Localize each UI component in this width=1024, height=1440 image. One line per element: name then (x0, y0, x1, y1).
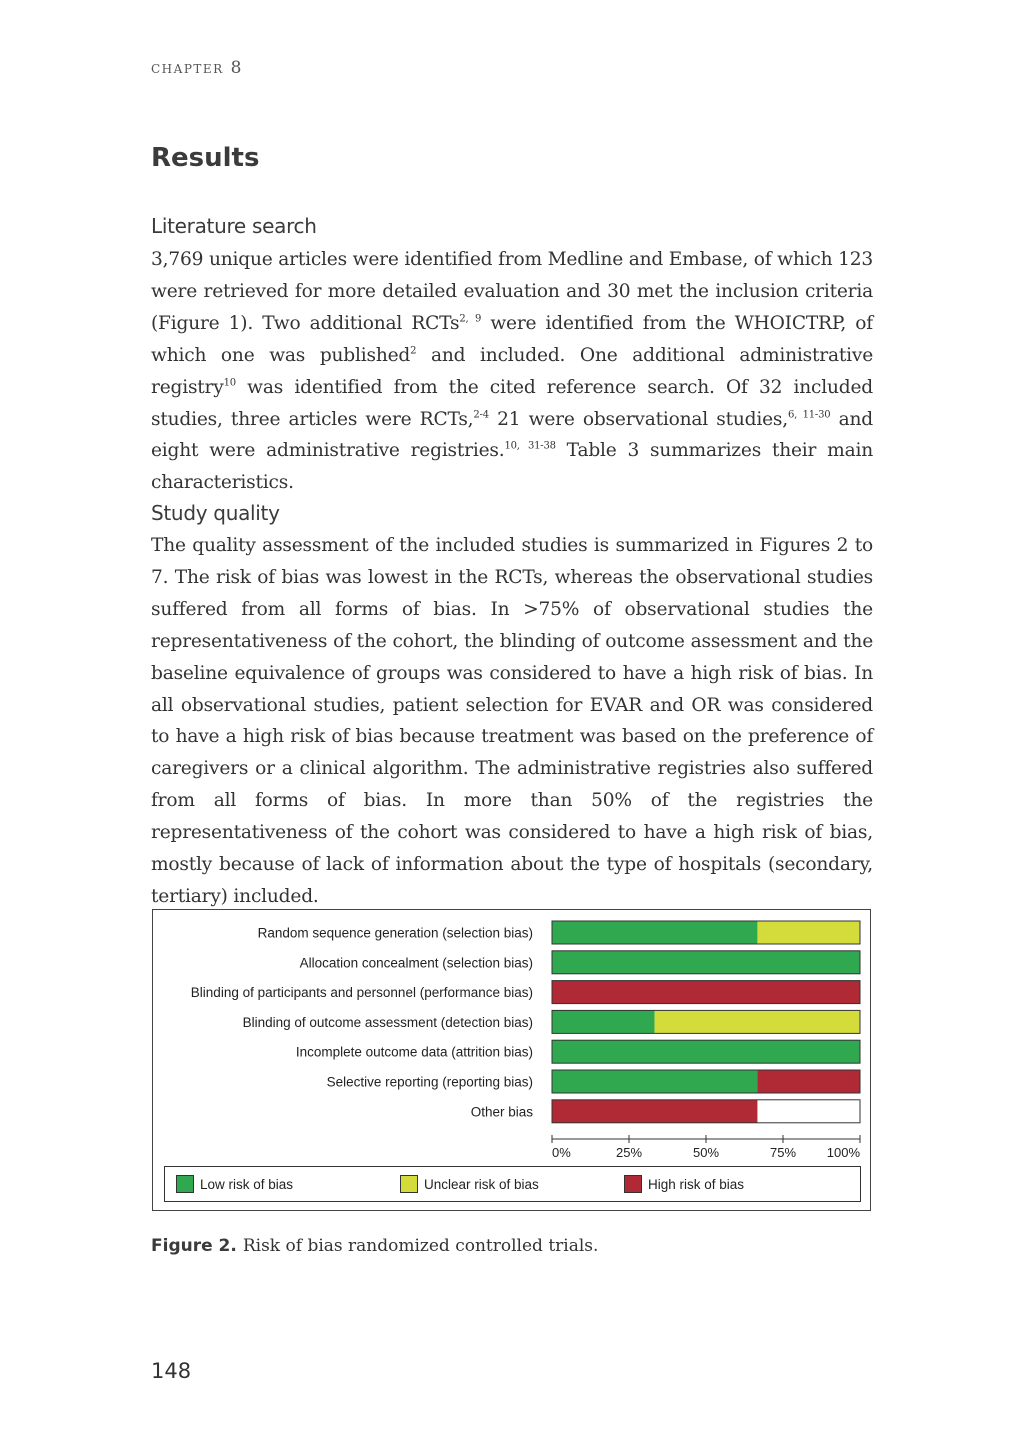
bar-segment-unclear (655, 1010, 860, 1033)
citation-superscript: 10 (223, 377, 236, 389)
bar-segment-unclear (757, 921, 860, 944)
bar-segment-low (552, 921, 757, 944)
figure-caption-label: Figure 2. (151, 1236, 237, 1256)
x-tick-label: 0% (552, 1145, 571, 1160)
figure-caption-text: Risk of bias randomized controlled trials. (242, 1236, 599, 1256)
subsection-heading-study-quality: Study quality (151, 501, 280, 525)
bar-segment-high (552, 981, 860, 1004)
category-label: Selective reporting (reporting bias) (326, 1074, 533, 1090)
legend-item-high (624, 1175, 744, 1193)
risk-of-bias-chart (153, 910, 870, 1160)
legend-swatch-unclear (400, 1175, 418, 1193)
citation-superscript: 6, 11-30 (787, 409, 831, 421)
category-label: Random sequence generation (selection bias) (257, 925, 533, 941)
x-tick-label: 50% (692, 1145, 720, 1160)
legend-swatch-high (624, 1175, 642, 1193)
paragraph-text: were identified from the WHOICTRP, of which one was published (151, 312, 873, 366)
category-label: Incomplete outcome data (attrition bias) (295, 1044, 533, 1060)
paragraph-study-quality (151, 530, 873, 913)
bar-segment-low (552, 1070, 757, 1093)
citation-superscript: 10, 31-38 (504, 440, 556, 452)
bar-segment-high (552, 1100, 757, 1123)
citation-superscript: 2-4 (473, 409, 489, 421)
paragraph-text: 3,769 unique articles were identified from Medline and Embase, of which 123 were retrieved for more detailed evaluation and 30 met the inclusion criteria (Figure 1). Two additional RCTs (151, 249, 873, 334)
paragraph-text: and eight were administrative registries. (151, 408, 873, 462)
category-label: Blinding of outcome assessment (detection bias) (242, 1014, 533, 1030)
bar-segment-high (757, 1070, 860, 1093)
legend-label-high: High risk of bias (648, 1176, 745, 1192)
bar-segment-low (552, 1010, 655, 1033)
paragraph-text: Table 3 summarizes their main characteristics. (151, 440, 873, 494)
paragraph-text: and included. One additional administrative registry (151, 344, 873, 398)
x-tick-label: 75% (769, 1145, 797, 1160)
category-label: Other bias (470, 1104, 533, 1120)
bar-segment-low (552, 951, 860, 974)
risk-of-bias-figure (152, 909, 871, 1211)
paragraph-text: The quality assessment of the included studies is summarized in Figures 2 to 7. The risk of bias was lowest in the RCTs, whereas the observational studies suffered from all forms of bias. In >75% of observational studies the representativeness of the cohort, the blinding of outcome assessment and the baseline equivalence of groups was considered to have a high risk of bias. In all observational studies, patient selection for EVAR and OR was considered to have a high risk of bias because treatment was based on the preference of caregivers or a clinical algorithm. The administrative registries also suffered from all forms of bias. In more than 50% of the registries the representativeness of the cohort was considered to have a high risk of bias, mostly because of lack of information about the type of hospitals (secondary, tertiary) included. (151, 535, 873, 907)
paragraph-text: 21 were observational studies, (488, 408, 788, 430)
section-title: Results (151, 143, 260, 173)
subsection-heading-literature-search: Literature search (151, 214, 317, 238)
legend-item-low (176, 1175, 293, 1193)
running-head: chapter 8 (151, 58, 243, 78)
chart-legend (164, 1166, 861, 1202)
x-tick-label: 100% (826, 1145, 860, 1160)
category-label: Blinding of participants and personnel (performance bias) (190, 985, 533, 1001)
paragraph-literature-search (151, 244, 873, 499)
bar-segment-low (552, 1040, 860, 1063)
citation-superscript: 2 (410, 345, 417, 357)
legend-item-unclear (400, 1175, 539, 1193)
paragraph-text: was identified from the cited reference search. Of 32 included studies, three articles were RCTs, (151, 376, 873, 430)
x-tick-label: 25% (615, 1145, 643, 1160)
legend-label-low: Low risk of bias (200, 1176, 294, 1192)
citation-superscript: 2, 9 (459, 313, 482, 325)
legend-label-unclear: Unclear risk of bias (424, 1176, 539, 1192)
category-label: Allocation concealment (selection bias) (299, 955, 533, 971)
page-number: 148 (151, 1359, 192, 1383)
figure-caption (151, 1236, 598, 1256)
legend-swatch-low (176, 1175, 194, 1193)
